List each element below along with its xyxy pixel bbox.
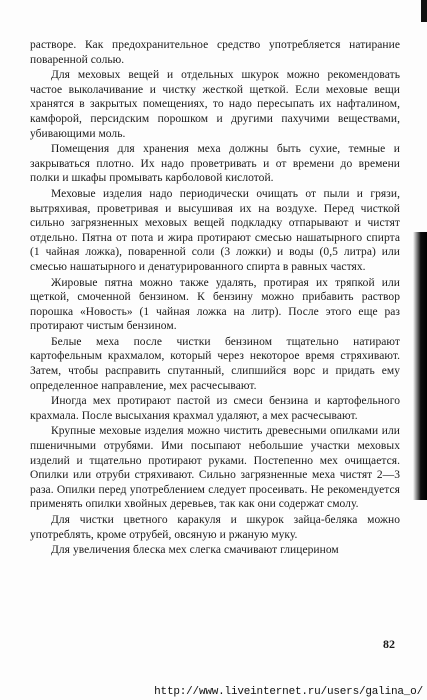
body-text (30, 38, 400, 559)
paragraph: Для чистки цветного каракуля и шкурок зайца-беляка можно употреблять, кроме отрубей, овсяную и ржаную муку. (30, 514, 400, 541)
paragraph: Меховые изделия надо периодически очищать от пыли и грязи, вытряхивая, проветривая и высушивая их на воздухе. Перед чисткой сильно загрязненных меховых вещей подкладку отпарывают и чистят отдельно. Пятна от пота и жира протирают смесью нашатырного спирта (1 чайная ложка), поваренной соли (3 ложки) и воды (0,5 литра) или смесью нашатырного и денатурированного спирта в равных частях. (30, 187, 400, 273)
paragraph: Помещения для хранения меха должны быть сухие, темные и закрываться плотно. Их надо проветривать и от времени до времени полки и шкафы промывать карболовой кислотой. (30, 143, 400, 185)
page-number: 82 (383, 637, 395, 651)
paragraph: Иногда мех протирают пастой из смеси бензина и картофельного крахмала. После высыхания крахмал удаляют, а мех расчесывают. (30, 395, 400, 422)
paragraph: Жировые пятна можно также удалять, протирая их тряпкой или щеткой, смоченной бензином. К бензину можно прибавить раствор порошка «Новость» (1 чайная ложка на литр). После этого еще раз протирают чистым бензином. (30, 276, 400, 333)
scan-edge-shadow (413, 232, 427, 500)
paragraph: Крупные меховые изделия можно чистить древесными опилками или пшеничными отрубями. Ими посыпают небольшие участки меховых изделий и тщательно протирают руками. Постепенно мех очищается. Опилки или отруби стряхивают. Сильно загрязненные меха чистят 2—3 раза. Опилки перед употреблением следует просеивать. Не рекомендуется применять опилки хвойных деревьев, так как они содержат смолу. (30, 425, 400, 511)
paragraph: Для увеличения блеска мех слегка смачивают глицерином (51, 544, 339, 557)
scan-corner-mark (421, 0, 427, 22)
paragraph: Белые меха после чистки бензином тщательно натирают картофельным крахмалом, который через некоторое время стряхивают. Затем, чтобы расправить спутанный, слипшийся ворс и придать ему определенное направление, мех расчесывают. (30, 335, 400, 392)
paragraph: Для меховых вещей и отдельных шкурок можно рекомендовать частое выколачивание и чистку жесткой щеткой. Если меховые вещи хранятся в закрытых помещениях, то надо пересыпать их нафталином, камфорой, персидским порошком и другими пахучими веществами, убивающими моль. (30, 69, 400, 140)
source-watermark: http://www.liveinternet.ru/users/galina_o/ (154, 686, 423, 698)
paragraph: растворе. Как предохранительное средство употребляется натирание поваренной солью. (30, 39, 400, 66)
